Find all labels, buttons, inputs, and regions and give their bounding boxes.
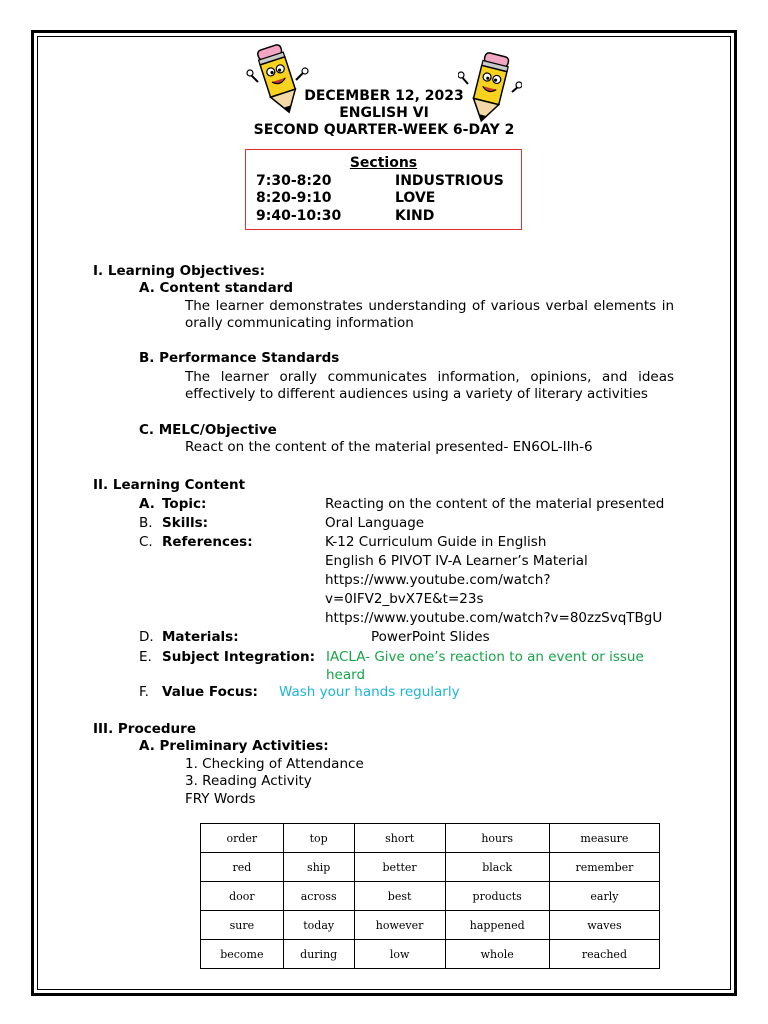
sections-box [245, 149, 522, 230]
fry-word: hours [445, 824, 549, 853]
fry-word: become [201, 940, 284, 969]
fry-word: order [201, 824, 284, 853]
skills-value: Oral Language [325, 515, 425, 531]
preliminary-label: A. Preliminary Activities: [139, 738, 329, 754]
fry-word: across [283, 882, 354, 911]
procedure-heading: III. Procedure [93, 721, 196, 737]
learning-content-heading: II. Learning Content [93, 477, 246, 493]
fry-word: remember [549, 853, 659, 882]
value-focus-letter: F. [139, 684, 149, 700]
melc-text: React on the content of the material presented- EN6OL-IIh-6 [185, 439, 593, 455]
reference-item: English 6 PIVOT IV-A Learner’s Material [325, 553, 588, 569]
topic-label: Topic: [162, 496, 207, 512]
reference-link[interactable]: https://www.youtube.com/watch? [325, 572, 551, 588]
content-standard-text: The learner demonstrates understanding of various verbal elements in orally communicating information [185, 298, 674, 331]
fry-word: reached [549, 940, 659, 969]
reference-link[interactable]: v=0IFV2_bvX7E&t=23s [325, 591, 484, 607]
performance-standards-label: B. Performance Standards [139, 350, 340, 366]
fry-word: happened [445, 911, 549, 940]
fry-word: however [354, 911, 445, 940]
objectives-heading: I. Learning Objectives: [93, 263, 265, 279]
integration-label: Subject Integration: [162, 649, 315, 665]
content-standard-label: A. Content standard [139, 280, 293, 296]
fry-word: during [283, 940, 354, 969]
lesson-quarter: SECOND QUARTER-WEEK 6-DAY 2 [253, 122, 515, 138]
table-row [201, 882, 660, 911]
fry-word: whole [445, 940, 549, 969]
value-focus-label: Value Focus: [162, 684, 258, 700]
table-row [201, 824, 660, 853]
materials-label: Materials: [162, 629, 239, 645]
fry-word: better [354, 853, 445, 882]
performance-standards-text: The learner orally communicates information, opinions, and ideas effectively to different audiences using a variety of literary activities [185, 369, 674, 402]
melc-label: C. MELC/Objective [139, 422, 277, 438]
activity-item: 1. Checking of Attendance [185, 756, 364, 772]
integration-value-cont: heard [326, 667, 366, 683]
section-name: INDUSTRIOUS [395, 173, 504, 189]
materials-value: PowerPoint Slides [371, 629, 490, 645]
fry-word: best [354, 882, 445, 911]
materials-letter: D. [139, 629, 154, 645]
reference-item: K-12 Curriculum Guide in English [325, 534, 547, 550]
fry-word: products [445, 882, 549, 911]
references-letter: C. [139, 534, 153, 550]
lesson-date: DECEMBER 12, 2023 [304, 88, 464, 104]
integration-value: IACLA- Give one’s reaction to an event or issue [326, 649, 644, 665]
section-name: KIND [395, 208, 435, 224]
integration-letter: E. [139, 649, 152, 665]
value-focus-value: Wash your hands regularly [279, 684, 460, 700]
fry-word: black [445, 853, 549, 882]
fry-word: early [549, 882, 659, 911]
references-label: References: [162, 534, 253, 550]
table-row [201, 911, 660, 940]
section-time: 7:30-8:20 [256, 173, 332, 189]
skills-letter: B. [139, 515, 153, 531]
fry-word: low [354, 940, 445, 969]
fry-word: short [354, 824, 445, 853]
sections-title: Sections [349, 155, 418, 171]
fry-word: measure [549, 824, 659, 853]
skills-label: Skills: [162, 515, 209, 531]
activity-item: 3. Reading Activity [185, 773, 312, 789]
fry-word: waves [549, 911, 659, 940]
table-row [201, 853, 660, 882]
lesson-subject: ENGLISH VI [339, 105, 429, 121]
section-name: LOVE [395, 190, 436, 206]
reference-link[interactable]: https://www.youtube.com/watch?v=80zzSvqTBgU [325, 610, 663, 626]
table-row [201, 940, 660, 969]
fry-word: today [283, 911, 354, 940]
fry-word: door [201, 882, 284, 911]
fry-word: red [201, 853, 284, 882]
topic-letter: A. [139, 496, 155, 512]
section-time: 8:20-9:10 [256, 190, 332, 206]
fry-words-label: FRY Words [185, 791, 256, 807]
section-time: 9:40-10:30 [256, 208, 342, 224]
fry-word: top [283, 824, 354, 853]
topic-value: Reacting on the content of the material presented [325, 496, 665, 512]
fry-words-table [200, 823, 660, 969]
fry-word: sure [201, 911, 284, 940]
fry-word: ship [283, 853, 354, 882]
